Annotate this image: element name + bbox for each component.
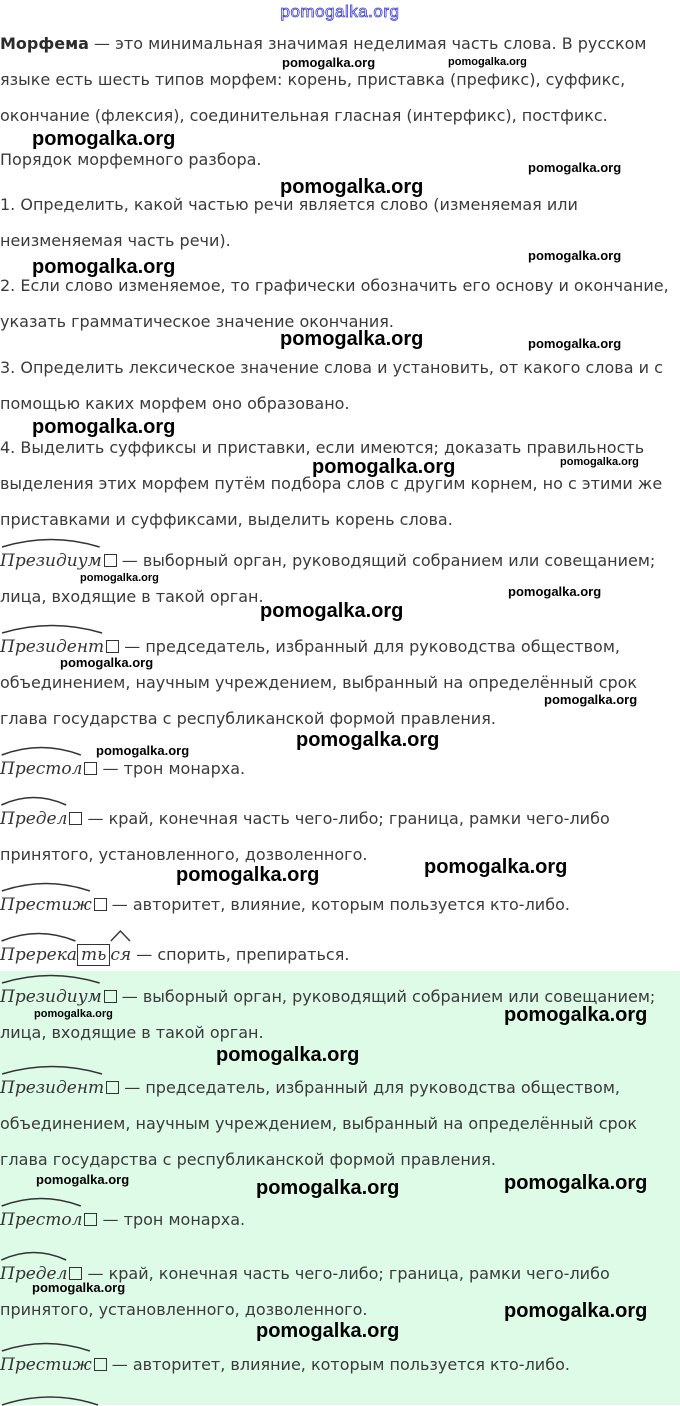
root-arc-icon (0, 880, 92, 892)
entry-definition: — авторитет, влияние, которым пользуется кто-либо. (106, 895, 570, 914)
ending-box-icon (94, 1358, 107, 1371)
watermark: pomogalka.org (504, 1172, 648, 1194)
entry-prezident-repeat (0, 1070, 676, 1178)
ending-box-icon (69, 812, 82, 825)
entry-definition: — спорить, препираться. (131, 945, 350, 964)
morpheme-root: Пререка (0, 937, 77, 973)
root-arc-icon (0, 1195, 82, 1207)
watermark: pomogalka.org (508, 584, 602, 599)
root-arc-icon (0, 972, 102, 984)
intro-term: Морфема (0, 34, 89, 53)
root-arc-icon (0, 1249, 67, 1261)
watermark: pomogalka.org (36, 1172, 130, 1187)
step-1: 1. Определить, какой частью речи является слово (изменяемая или неизменяемая часть речи). (0, 195, 578, 250)
watermark: pomogalka.org (448, 56, 527, 68)
entry-definition: — край, конечная часть чего-либо; граница, рамки чего-либо принятого, установленного, дозволенного. (0, 1264, 610, 1319)
root-arc-icon (0, 1392, 100, 1406)
root-arc-icon (0, 536, 102, 548)
morpheme-word: Предел (0, 801, 67, 837)
ending-box-icon (106, 1081, 119, 1094)
entry-prestizh-repeat (0, 1347, 676, 1383)
ending-box-icon (94, 898, 107, 911)
watermark: pomogalka.org (280, 328, 424, 350)
watermark: pomogalka.org (176, 864, 320, 886)
ending-box-icon (104, 554, 117, 567)
watermark: pomogalka.org (256, 1320, 400, 1342)
watermark: pomogalka.org (80, 572, 159, 584)
morpheme-word: Президент (0, 1070, 104, 1106)
watermark: pomogalka.org (544, 692, 638, 707)
entry-prestol-repeat (0, 1202, 676, 1238)
ending-box-icon (104, 990, 117, 1003)
morpheme-word: Президиум (0, 979, 102, 1015)
step-4: 4. Выделить суффиксы и приставки, если имеются; доказать правильность выделения этих морфем путём подбора слов с другим корнем, но с этими же приставками и суффиксами, выделить корень слова. (0, 438, 663, 529)
entry-definition: — край, конечная часть чего-либо; граница, рамки чего-либо принятого, установленного, дозволенного. (0, 809, 610, 864)
morpheme-word: Президент (0, 629, 104, 665)
watermark: pomogalka.org (32, 416, 176, 438)
root-arc-icon (0, 1063, 104, 1075)
root-arc-icon (0, 794, 67, 806)
watermark: pomogalka.org (32, 256, 176, 278)
entry-definition: — председатель, избранный для руководства обществом, объединением, научным учреждением, выбранный на определённый срок глава государства с республиканской формой правления. (0, 1078, 638, 1169)
entry-predel (0, 801, 676, 873)
watermark: pomogalka.org (280, 176, 424, 198)
entry-definition: — выборный орган, руководящий собранием или совещанием; лица, входящие в такой орган. (0, 987, 656, 1042)
root-arc-icon (0, 1340, 92, 1352)
step-3: 3. Определить лексическое значение слова и установить, от какого слова и с помощью каких морфем оно образовано. (0, 358, 663, 413)
ending-box-icon (106, 640, 119, 653)
watermark: pomogalka.org (424, 856, 568, 878)
entry-definition: — выборный орган, руководящий собранием или совещанием; лица, входящие в такой орган. (0, 551, 656, 606)
watermark: pomogalka.org (528, 248, 622, 263)
intro-paragraph (0, 26, 676, 134)
entry-definition: — председатель, избранный для руководства обществом, объединением, научным учреждением, выбранный на определённый срок глава государства с республиканской формой правления. (0, 637, 638, 728)
watermark: pomogalka.org (560, 456, 639, 468)
morpheme-postfix: ся (110, 937, 131, 973)
ending-box-icon (84, 1213, 97, 1226)
morpheme-word: Престиж (0, 887, 92, 923)
ending-box-icon (69, 1267, 82, 1280)
watermark: pomogalka.org (260, 600, 404, 622)
morpheme-word: Престиж (0, 1347, 92, 1383)
root-arc-icon (0, 744, 82, 756)
root-arc-icon (0, 930, 77, 942)
intro-text: — это минимальная значимая неделимая часть слова. В русском языке есть шесть типов морфем: корень, приставка (префикс), суффикс, окончание (флексия), соединительная гласная (интерфикс), постфикс. (0, 34, 647, 125)
step-2: 2. Если слово изменяемое, то графически обозначить его основу и окончание, указать грамматическое значение окончания. (0, 276, 669, 331)
entry-definition: — трон монарха. (97, 759, 246, 778)
watermark: pomogalka.org (504, 1004, 648, 1026)
morpheme-word: Престол (0, 751, 82, 787)
watermark: pomogalka.org (60, 655, 154, 670)
entry-prerekatsya (0, 937, 676, 973)
watermark: pomogalka.org (34, 1008, 113, 1020)
watermark: pomogalka.org (312, 456, 456, 478)
root-arc-icon (0, 622, 104, 634)
morpheme-word: Президиум (0, 543, 102, 579)
morpheme-word: Предел (0, 1256, 67, 1292)
entry-definition: — трон монарха. (97, 1210, 246, 1229)
watermark: pomogalka.org (32, 1280, 126, 1295)
watermark: pomogalka.org (282, 55, 376, 70)
watermark: pomogalka.org (504, 1300, 648, 1322)
postfix-hat-icon (110, 930, 131, 942)
ending-box-icon (84, 762, 97, 775)
morpheme-word: Престол (0, 1202, 82, 1238)
watermark: pomogalka.org (216, 1044, 360, 1066)
watermark: pomogalka.org (256, 1177, 400, 1199)
watermark: pomogalka.org (32, 128, 176, 150)
entry-definition: — авторитет, влияние, которым пользуется кто-либо. (106, 1355, 570, 1374)
entry-prestizh (0, 887, 676, 923)
entry-prezident (0, 629, 676, 737)
site-title[interactable]: pomogalka.org (280, 2, 400, 21)
watermark: pomogalka.org (528, 336, 622, 351)
watermark: pomogalka.org (528, 160, 622, 175)
morpheme-suffix: ть (77, 944, 110, 966)
watermark: pomogalka.org (296, 729, 440, 751)
watermark: pomogalka.org (96, 743, 190, 758)
order-title: Порядок морфемного разбора. (0, 150, 262, 169)
